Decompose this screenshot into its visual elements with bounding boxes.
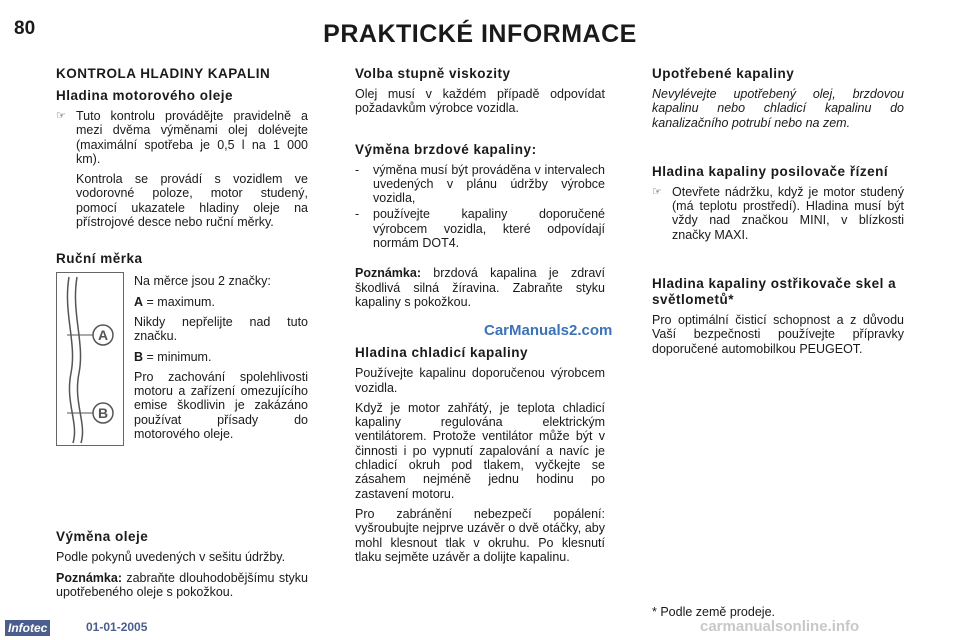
bullet-text: Tuto kontrolu provádějte pravidelně a mezi dvěma výměnami olej dolévejte (maximální spotřeba je 0,5 l na 1 000 km). [76,109,308,166]
dipstick-heading: Ruční měrka [56,251,143,267]
mark-a-text: = maximum. [143,294,215,309]
bullet-text: Otevřete nádržku, když je motor studený (má teplotu prostředí). Hladina musí být vždy nad značkou MINI, v blízkosti značky MAXI. [672,184,904,242]
washer-fluid-heading: Hladina kapaliny ostřikovače skel a světlometů* [652,276,897,308]
coolant-heading: Hladina chladicí kapaliny [355,345,529,361]
bullet-item [56,109,308,166]
engine-oil-heading: Hladina motorového oleje [56,88,234,103]
dash-item [355,163,605,206]
note [355,266,605,309]
note-label: Poznámka: [56,570,122,585]
dash-symbol: - [355,207,360,222]
paragraph: Kontrola se provádí s vozidlem ve vodorovné poloze, motor studený, pomocí ukazatele hladiny oleje na přístrojové desce nebo ruční měrky. [76,172,308,230]
paragraph: Podle pokynů uvedených v sešitu údržby. [56,550,286,565]
pointing-hand-icon: ☞ [652,185,662,198]
dipstick-illustration [56,272,124,446]
footnote: * Podle země prodeje. [652,605,775,619]
watermark: CarManuals2.com [484,322,613,339]
dash-text: používejte kapaliny doporučené výrobcem vozidla, které odpovídají normám DOT4. [373,207,605,251]
mark-b-letter: B [134,349,144,364]
paragraph: Pro zabránění nebezpečí popálení: vyšroubujte nejprve uzávěr o dvě otáčky, aby mohl klesnout tlak v okruhu. Po klesnutí tlaku sejměte uzávěr a dolijte kapalinu. [355,506,605,564]
dipstick-block [56,272,308,447]
pointing-hand-icon: ☞ [56,110,66,122]
paragraph: Používejte kapalinu doporučenou výrobcem vozidla. [355,366,605,395]
mark-a-letter: A [134,294,144,309]
page-number: 80 [14,18,36,39]
oil-change-heading: Výměna oleje [56,529,149,545]
mark-b-text: = minimum. [143,349,212,364]
column-2 [355,66,605,570]
viscosity-heading: Volba stupně viskozity [355,66,511,81]
dipstick-svg [57,273,123,445]
used-fluids-heading: Upotřebené kapaliny [652,66,795,81]
column-1 [56,66,308,605]
gauge-intro: Na měrce jsou 2 značky: [134,274,271,289]
paragraph: Když je motor zahřátý, je teplota chladicí kapaliny regulována elektrickým ventilátorem. Protože ventilátor může být v činnosti i po vypnutí zapalování a navíc je chladicí okruh pod tlakem, vyčkejte se zásahem nejméně jednu hodinu po zastavení motoru. [355,400,605,501]
note-text: brzdová kapalina je zdraví škodlivá silná žíravina. Zabraňte styku kapaliny s pokožkou. [355,266,605,309]
dipstick-text [134,272,308,447]
dash-text: výměna musí být prováděna v intervalech uvedených v plánu údržby výrobce vozidla, [373,162,605,206]
site-watermark: carmanualsonline.info [700,618,860,635]
page-title: PRAKTICKÉ INFORMACE [323,20,637,48]
dipstick-outline-right [75,277,82,443]
gauge-note: Pro zachování spolehlivosti motoru a zařízení omezujícího emise škodlivin je zakázáno používat přísady do motorového oleje. [134,369,308,442]
mark-a-label: A [97,327,109,344]
column-3 [652,66,904,362]
mark-b-desc [134,350,308,364]
dash-symbol: - [355,162,360,177]
brake-fluid-heading: Výměna brzdové kapaliny: [355,141,537,157]
infotec-logo: Infotec [5,620,50,636]
gauge-warning: Nikdy nepřelijte nad tuto značku. [134,314,308,344]
paragraph: Olej musí v každém případě odpovídat požadavkům výrobce vozidla. [355,87,605,116]
bullet-item [652,185,904,242]
footer-date: 01-01-2005 [86,620,148,634]
mark-a-desc [134,295,308,309]
paragraph: Nevylévejte upotřebený olej, brzdovou kapalinu nebo chladicí kapalinu do kanalizačního potrubí nebo na zem. [652,87,904,130]
dipstick-outline-left [67,277,74,443]
paragraph: Pro optimální čisticí schopnost a z důvodu Vaší bezpečnosti používejte přípravky doporučené automobilkou PEUGEOT. [652,313,904,356]
power-steering-heading: Hladina kapaliny posilovače řízení [652,163,889,179]
dash-item [355,207,605,250]
section-heading: KONTROLA HLADINY KAPALIN [56,66,271,81]
mark-b-label: B [97,405,109,422]
note-label: Poznámka: [355,266,421,281]
note [56,571,308,600]
note-text: zabraňte dlouhodobějšímu styku upotřebeného oleje s pokožkou. [56,570,308,599]
